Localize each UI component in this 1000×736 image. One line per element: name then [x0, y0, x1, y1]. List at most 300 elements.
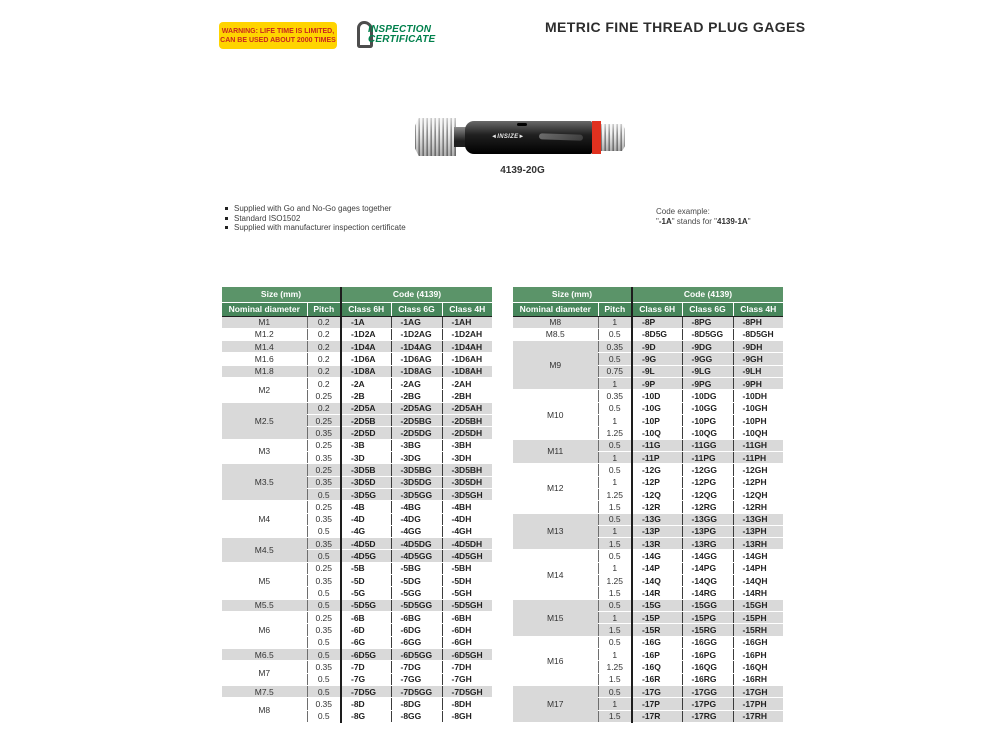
code-6g-cell: -10QG	[682, 427, 733, 439]
code-4h-cell: -14GH	[733, 550, 783, 562]
code-6h-cell: -14P	[632, 562, 682, 574]
size-cell: M12	[513, 464, 598, 513]
code-4h-cell: -3BH	[442, 439, 492, 451]
code-6g-cell: -6GG	[391, 636, 442, 648]
col-nominal-diameter: Nominal diameter	[222, 302, 307, 316]
code-6g-cell: -5DG	[391, 575, 442, 587]
code-6g-cell: -14PG	[682, 562, 733, 574]
code-6g-cell: -12PG	[682, 476, 733, 488]
size-cell: M1	[222, 316, 307, 328]
table-row	[513, 316, 783, 328]
code-4h-cell: -14QH	[733, 575, 783, 587]
pitch-cell: 1	[598, 451, 632, 463]
code-6h-cell: -3B	[341, 439, 391, 451]
pitch-cell: 1.5	[598, 710, 632, 723]
code-4h-cell: -16PH	[733, 648, 783, 660]
code-6h-cell: -3D5D	[341, 476, 391, 488]
pitch-cell: 0.5	[598, 636, 632, 648]
table-row	[513, 513, 783, 525]
size-header: Size (mm)	[513, 287, 632, 302]
code-4h-cell: -2D5DH	[442, 427, 492, 439]
code-6g-cell: -10DG	[682, 390, 733, 402]
pitch-cell: 0.2	[307, 353, 341, 365]
code-6h-cell: -5D5G	[341, 599, 391, 611]
feature-item: Supplied with manufacturer inspection certificate	[224, 223, 406, 233]
code-6g-cell: -2BG	[391, 390, 442, 402]
code-6h-cell: -9L	[632, 365, 682, 377]
feature-item: Supplied with Go and No-Go gages together	[224, 204, 406, 214]
pitch-cell: 1.5	[598, 538, 632, 550]
pitch-cell: 0.2	[307, 328, 341, 340]
code-6g-cell: -2D5AG	[391, 402, 442, 414]
code-4h-cell: -2D5AH	[442, 402, 492, 414]
code-example	[656, 207, 751, 227]
code-4h-cell: -17GH	[733, 685, 783, 697]
code-4h-cell: -13GH	[733, 513, 783, 525]
pitch-cell: 0.35	[307, 575, 341, 587]
code-6h-cell: -8D	[341, 698, 391, 710]
table-row	[222, 328, 492, 340]
pitch-cell: 0.5	[307, 673, 341, 685]
table-row	[513, 636, 783, 648]
table-row	[222, 698, 492, 710]
code-6h-cell: -1D2A	[341, 328, 391, 340]
code-6h-cell: -3D	[341, 451, 391, 463]
size-cell: M7	[222, 661, 307, 686]
pitch-cell: 0.2	[307, 365, 341, 377]
code-6g-cell: -14GG	[682, 550, 733, 562]
warning-line-1: WARNING: LIFE TIME IS LIMITED,	[221, 27, 335, 35]
code-4h-cell: -1D6AH	[442, 353, 492, 365]
pitch-cell: 0.5	[598, 685, 632, 697]
code-4h-cell: -16RH	[733, 673, 783, 685]
pitch-cell: 1	[598, 612, 632, 624]
code-example-line: "-1A" stands for "4139-1A"	[656, 217, 751, 226]
table-row	[513, 439, 783, 451]
code-6h-cell: -7D	[341, 661, 391, 673]
code-6h-cell: -10G	[632, 402, 682, 414]
code-4h-cell: -8PH	[733, 316, 783, 328]
code-4h-cell: -2AH	[442, 378, 492, 390]
table-row	[222, 562, 492, 574]
size-cell: M5.5	[222, 599, 307, 611]
pitch-cell: 0.5	[598, 353, 632, 365]
code-6g-cell: -4GG	[391, 525, 442, 537]
table-row	[222, 501, 492, 513]
code-4h-cell: -9GH	[733, 353, 783, 365]
table-row	[222, 685, 492, 697]
pitch-cell: 0.25	[307, 612, 341, 624]
code-6h-cell: -11P	[632, 451, 682, 463]
code-4h-cell: -10DH	[733, 390, 783, 402]
code-6h-cell: -17R	[632, 710, 682, 723]
code-6g-cell: -16QG	[682, 661, 733, 673]
code-6h-cell: -9G	[632, 353, 682, 365]
pitch-cell: 0.5	[307, 525, 341, 537]
code-6h-cell: -5D	[341, 575, 391, 587]
pitch-cell: 1.25	[598, 575, 632, 587]
code-6h-cell: -6D	[341, 624, 391, 636]
code-4h-cell: -15GH	[733, 599, 783, 611]
pitch-cell: 0.5	[307, 587, 341, 599]
size-cell: M6	[222, 612, 307, 649]
table-row	[222, 378, 492, 390]
pitch-cell: 1.5	[598, 624, 632, 636]
table-row	[222, 599, 492, 611]
code-4h-cell: -5DH	[442, 575, 492, 587]
size-cell: M2.5	[222, 402, 307, 439]
code-6h-cell: -16P	[632, 648, 682, 660]
code-4h-cell: -2BH	[442, 390, 492, 402]
code-6g-cell: -11PG	[682, 451, 733, 463]
pitch-cell: 0.5	[598, 439, 632, 451]
code-6h-cell: -2D5A	[341, 402, 391, 414]
size-cell: M14	[513, 550, 598, 599]
code-6h-cell: -14R	[632, 587, 682, 599]
code-6h-cell: -8G	[341, 710, 391, 723]
pitch-cell: 0.25	[307, 415, 341, 427]
certificate-line-2: CERTIFICATE	[368, 33, 436, 45]
nogo-thread-end	[601, 124, 625, 151]
code-6h-cell: -6B	[341, 612, 391, 624]
code-6h-cell: -2D5B	[341, 415, 391, 427]
certificate-line-1: INSPECTION	[368, 23, 432, 35]
table-row	[222, 612, 492, 624]
code-4h-cell: -5BH	[442, 562, 492, 574]
certificate-text	[368, 25, 435, 45]
code-4h-cell: -4D5GH	[442, 550, 492, 562]
code-4h-cell: -4GH	[442, 525, 492, 537]
size-header: Size (mm)	[222, 287, 341, 302]
pitch-cell: 0.75	[598, 365, 632, 377]
laser-marking	[539, 133, 583, 141]
code-4h-cell: -17RH	[733, 710, 783, 723]
code-4h-cell: -8DH	[442, 698, 492, 710]
code-6h-cell: -2B	[341, 390, 391, 402]
code-4h-cell: -3D5DH	[442, 476, 492, 488]
code-6g-cell: -2AG	[391, 378, 442, 390]
pitch-cell: 1.25	[598, 488, 632, 500]
warning-label	[219, 22, 337, 49]
col-nominal-diameter: Nominal diameter	[513, 302, 598, 316]
pitch-cell: 0.35	[598, 341, 632, 353]
code-4h-cell: -13RH	[733, 538, 783, 550]
table-row	[222, 661, 492, 673]
table-row	[222, 316, 492, 328]
code-4h-cell: -15PH	[733, 612, 783, 624]
code-4h-cell: -8D5GH	[733, 328, 783, 340]
code-4h-cell: -16QH	[733, 661, 783, 673]
code-6g-cell: -15PG	[682, 612, 733, 624]
size-cell: M1.4	[222, 341, 307, 353]
code-6h-cell: -9P	[632, 378, 682, 390]
code-6g-cell: -3DG	[391, 451, 442, 463]
code-6g-cell: -10PG	[682, 415, 733, 427]
code-6h-cell: -13G	[632, 513, 682, 525]
pitch-cell: 0.35	[307, 427, 341, 439]
pitch-cell: 1	[598, 378, 632, 390]
code-6h-cell: -6G	[341, 636, 391, 648]
pitch-cell: 0.2	[307, 378, 341, 390]
code-6h-cell: -4B	[341, 501, 391, 513]
code-6h-cell: -2D5D	[341, 427, 391, 439]
code-6h-cell: -5B	[341, 562, 391, 574]
code-4h-cell: -5D5GH	[442, 599, 492, 611]
code-6g-cell: -11GG	[682, 439, 733, 451]
size-cell: M4	[222, 501, 307, 538]
size-cell: M8	[222, 698, 307, 723]
pitch-cell: 0.5	[307, 488, 341, 500]
brand-mark: ◄INSIZE►	[491, 134, 525, 140]
inspection-certificate-logo	[357, 21, 435, 48]
code-4h-cell: -6BH	[442, 612, 492, 624]
code-6g-cell: -7D5GG	[391, 685, 442, 697]
table-row	[513, 390, 783, 402]
page-title: METRIC FINE THREAD PLUG GAGES	[545, 19, 806, 35]
pitch-cell: 0.35	[307, 451, 341, 463]
col-class-6g: Class 6G	[391, 302, 442, 316]
code-6h-cell: -12P	[632, 476, 682, 488]
code-4h-cell: -3DH	[442, 451, 492, 463]
size-cell: M17	[513, 685, 598, 722]
table-row	[222, 402, 492, 414]
code-4h-cell: -7GH	[442, 673, 492, 685]
col-class-4h: Class 4H	[733, 302, 783, 316]
code-6g-cell: -5D5GG	[391, 599, 442, 611]
code-6h-cell: -17G	[632, 685, 682, 697]
code-6g-cell: -9GG	[682, 353, 733, 365]
code-6g-cell: -9PG	[682, 378, 733, 390]
code-4h-cell: -13PH	[733, 525, 783, 537]
code-6g-cell: -12QG	[682, 488, 733, 500]
product-model-label: 4139-20G	[500, 165, 545, 176]
size-cell: M3	[222, 439, 307, 464]
code-4h-cell: -1D4AH	[442, 341, 492, 353]
pitch-cell: 1.5	[598, 673, 632, 685]
thread-size-table-left	[222, 287, 492, 723]
pitch-cell: 1.5	[598, 587, 632, 599]
feature-item: Standard ISO1502	[224, 214, 406, 224]
col-class-6h: Class 6H	[341, 302, 391, 316]
code-6h-cell: -10P	[632, 415, 682, 427]
code-6g-cell: -1AG	[391, 316, 442, 328]
code-4h-cell: -12RH	[733, 501, 783, 513]
code-4h-cell: -3D5GH	[442, 488, 492, 500]
code-example-label: Code example:	[656, 207, 710, 216]
code-6h-cell: -16Q	[632, 661, 682, 673]
code-6h-cell: -12G	[632, 464, 682, 476]
pitch-cell: 0.5	[598, 464, 632, 476]
size-cell: M9	[513, 341, 598, 390]
code-4h-cell: -6GH	[442, 636, 492, 648]
code-header: Code (4139)	[632, 287, 783, 302]
size-cell: M10	[513, 390, 598, 439]
size-cell: M2	[222, 378, 307, 403]
pitch-cell: 1	[598, 476, 632, 488]
code-4h-cell: -2D5BH	[442, 415, 492, 427]
pitch-cell: 0.2	[307, 402, 341, 414]
size-cell: M7.5	[222, 685, 307, 697]
code-6g-cell: -9LG	[682, 365, 733, 377]
pitch-cell: 0.25	[307, 501, 341, 513]
size-cell: M1.2	[222, 328, 307, 340]
code-6g-cell: -3D5GG	[391, 488, 442, 500]
pitch-cell: 0.25	[307, 390, 341, 402]
size-cell: M6.5	[222, 648, 307, 660]
table-row	[222, 353, 492, 365]
code-6g-cell: -16PG	[682, 648, 733, 660]
code-4h-cell: -4DH	[442, 513, 492, 525]
code-4h-cell: -11PH	[733, 451, 783, 463]
code-6h-cell: -2A	[341, 378, 391, 390]
code-6h-cell: -15P	[632, 612, 682, 624]
size-cell: M1.8	[222, 365, 307, 377]
table-row	[513, 341, 783, 353]
code-4h-cell: -9DH	[733, 341, 783, 353]
code-6h-cell: -12R	[632, 501, 682, 513]
code-4h-cell: -1D8AH	[442, 365, 492, 377]
code-6h-cell: -12Q	[632, 488, 682, 500]
pitch-cell: 1.25	[598, 661, 632, 673]
code-4h-cell: -10QH	[733, 427, 783, 439]
feature-list	[224, 204, 406, 233]
code-4h-cell: -6D5GH	[442, 648, 492, 660]
pitch-cell: 1	[598, 698, 632, 710]
product-photo	[410, 110, 635, 180]
code-6h-cell: -10Q	[632, 427, 682, 439]
code-6g-cell: -8GG	[391, 710, 442, 723]
code-6g-cell: -14QG	[682, 575, 733, 587]
code-6h-cell: -14Q	[632, 575, 682, 587]
pitch-cell: 0.5	[598, 599, 632, 611]
table-row	[513, 550, 783, 562]
code-6g-cell: -3D5DG	[391, 476, 442, 488]
pitch-cell: 1.25	[598, 427, 632, 439]
pitch-cell: 1	[598, 562, 632, 574]
code-6g-cell: -5BG	[391, 562, 442, 574]
code-6h-cell: -6D5G	[341, 648, 391, 660]
code-6h-cell: -7D5G	[341, 685, 391, 697]
size-cell: M16	[513, 636, 598, 685]
code-header: Code (4139)	[341, 287, 492, 302]
code-6h-cell: -4D5G	[341, 550, 391, 562]
col-pitch: Pitch	[307, 302, 341, 316]
code-4h-cell: -3D5BH	[442, 464, 492, 476]
size-cell: M15	[513, 599, 598, 636]
code-6h-cell: -8P	[632, 316, 682, 328]
code-4h-cell: -6DH	[442, 624, 492, 636]
code-4h-cell: -11GH	[733, 439, 783, 451]
pitch-cell: 0.35	[598, 390, 632, 402]
code-4h-cell: -12PH	[733, 476, 783, 488]
pitch-cell: 0.35	[307, 661, 341, 673]
pitch-cell: 1	[598, 316, 632, 328]
warning-line-2: CAN BE USED ABOUT 2000 TIMES	[220, 36, 336, 44]
pitch-cell: 1.5	[598, 501, 632, 513]
code-6g-cell: -6DG	[391, 624, 442, 636]
code-4h-cell: -8GH	[442, 710, 492, 723]
code-4h-cell: -14RH	[733, 587, 783, 599]
code-4h-cell: -12QH	[733, 488, 783, 500]
pitch-cell: 0.5	[307, 636, 341, 648]
code-6g-cell: -8DG	[391, 698, 442, 710]
code-4h-cell: -1AH	[442, 316, 492, 328]
table-row	[513, 599, 783, 611]
code-6h-cell: -1D6A	[341, 353, 391, 365]
code-6g-cell: -10GG	[682, 402, 733, 414]
table-row	[222, 464, 492, 476]
code-6g-cell: -6BG	[391, 612, 442, 624]
code-6g-cell: -7GG	[391, 673, 442, 685]
size-cell: M3.5	[222, 464, 307, 501]
code-6g-cell: -12GG	[682, 464, 733, 476]
size-cell: M1.6	[222, 353, 307, 365]
code-6g-cell: -8D5GG	[682, 328, 733, 340]
col-pitch: Pitch	[598, 302, 632, 316]
code-4h-cell: -10PH	[733, 415, 783, 427]
pitch-cell: 0.35	[307, 624, 341, 636]
code-4h-cell: -15RH	[733, 624, 783, 636]
code-6g-cell: -4D5DG	[391, 538, 442, 550]
code-4h-cell: -16GH	[733, 636, 783, 648]
pitch-cell: 0.25	[307, 439, 341, 451]
code-6h-cell: -1A	[341, 316, 391, 328]
code-6g-cell: -13PG	[682, 525, 733, 537]
pitch-cell: 0.5	[598, 402, 632, 414]
code-6g-cell: -1D4AG	[391, 341, 442, 353]
pitch-cell: 0.5	[598, 513, 632, 525]
code-6g-cell: -1D2AG	[391, 328, 442, 340]
code-4h-cell: -12GH	[733, 464, 783, 476]
col-class-6g: Class 6G	[682, 302, 733, 316]
pitch-cell: 0.5	[598, 328, 632, 340]
code-6g-cell: -2D5DG	[391, 427, 442, 439]
table-row	[222, 439, 492, 451]
code-4h-cell: -1D2AH	[442, 328, 492, 340]
code-6h-cell: -17P	[632, 698, 682, 710]
code-4h-cell: -14PH	[733, 562, 783, 574]
code-6h-cell: -14G	[632, 550, 682, 562]
pitch-cell: 0.25	[307, 562, 341, 574]
handle-notch	[517, 123, 527, 126]
code-6g-cell: -4D5GG	[391, 550, 442, 562]
code-6h-cell: -15R	[632, 624, 682, 636]
code-6h-cell: -3D5B	[341, 464, 391, 476]
pitch-cell: 0.5	[307, 550, 341, 562]
code-6h-cell: -11G	[632, 439, 682, 451]
code-6g-cell: -3BG	[391, 439, 442, 451]
thread-size-table-right	[513, 287, 783, 723]
code-6g-cell: -6D5GG	[391, 648, 442, 660]
code-6g-cell: -4BG	[391, 501, 442, 513]
pitch-cell: 1	[598, 648, 632, 660]
gage-handle	[465, 121, 592, 154]
code-4h-cell: -9PH	[733, 378, 783, 390]
pitch-cell: 0.35	[307, 698, 341, 710]
go-thread-end	[415, 118, 456, 156]
pitch-cell: 0.5	[307, 599, 341, 611]
code-6h-cell: -13R	[632, 538, 682, 550]
code-6h-cell: -16G	[632, 636, 682, 648]
size-cell: M11	[513, 439, 598, 464]
code-6g-cell: -17PG	[682, 698, 733, 710]
code-6h-cell: -5G	[341, 587, 391, 599]
code-6h-cell: -15G	[632, 599, 682, 611]
code-6g-cell: -5GG	[391, 587, 442, 599]
size-cell: M4.5	[222, 538, 307, 563]
code-4h-cell: -7D5GH	[442, 685, 492, 697]
pitch-cell: 0.25	[307, 464, 341, 476]
